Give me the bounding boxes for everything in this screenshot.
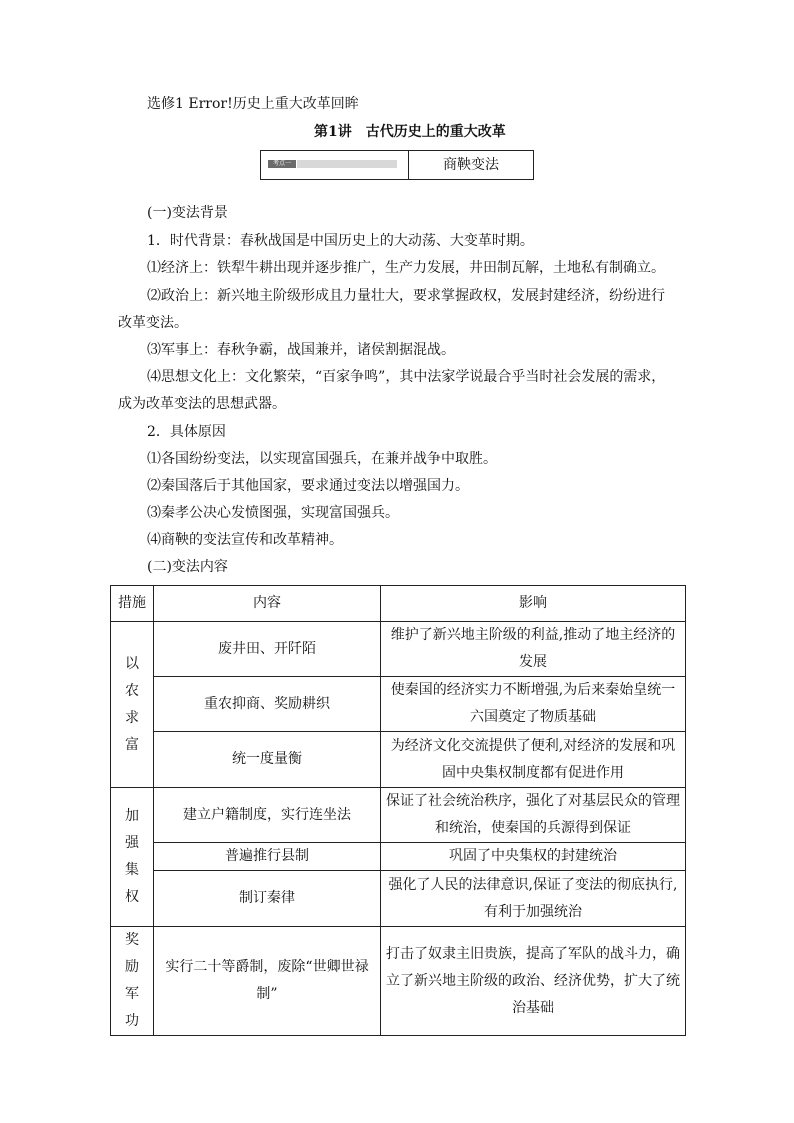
knowledge-point-badge: 考点一 <box>268 160 296 168</box>
row-impact: 为经济文化交流提供了便利,对经济的发展和巩固中央集权制度都有促进作用 <box>381 732 686 788</box>
table-row <box>111 871 686 927</box>
lesson-title: 第1讲 古代历史上的重大改革 <box>314 124 506 140</box>
table-row <box>111 732 686 788</box>
reform-content-table <box>110 585 686 1036</box>
badge-bar-decoration <box>297 160 397 168</box>
table-row <box>111 843 686 871</box>
row-impact: 巩固了中央集权的封建统治 <box>381 843 686 871</box>
row-impact: 保证了社会统治秩序，强化了对基层民众的管理和统治，使秦国的兵源得到保证 <box>381 788 686 843</box>
table-row <box>111 622 686 677</box>
reason-3: ⑶秦孝公决心发愤图强，实现富国强兵。 <box>147 505 399 521</box>
table-row <box>111 677 686 732</box>
knowledge-point-topic: 商鞅变法 <box>443 157 499 173</box>
group-label-agriculture: 以农求富 <box>111 622 154 788</box>
row-impact: 强化了人民的法律意识,保证了变法的彻底执行,有利于加强统治 <box>381 871 686 927</box>
item-culture-line1: ⑷思想文化上：文化繁荣，“百家争鸣”，其中法家学说最合乎当时社会发展的需求， <box>147 369 666 385</box>
table-header-row <box>111 586 686 622</box>
item-culture-line2: 成为改革变法的思想武器。 <box>118 396 286 412</box>
row-content: 实行二十等爵制，废除“世卿世禄制” <box>154 927 381 1036</box>
group-label-military-merit: 奖励军功 <box>111 927 154 1036</box>
header-content: 内容 <box>154 586 381 622</box>
reason-2: ⑵秦国落后于其他国家，要求通过变法以增强国力。 <box>147 478 469 494</box>
header-impact: 影响 <box>381 586 686 622</box>
row-impact: 打击了奴隶主旧贵族，提高了军队的战斗力，确立了新兴地主阶级的政治、经济优势，扩大了统治基础 <box>381 927 686 1036</box>
table-row <box>111 788 686 843</box>
row-impact: 维护了新兴地主阶级的利益,推动了地主经济的发展 <box>381 622 686 677</box>
reason-4: ⑷商鞅的变法宣传和改革精神。 <box>147 532 343 548</box>
item-military: ⑶军事上：春秋争霸，战国兼并，诸侯割据混战。 <box>147 342 455 358</box>
row-content: 统一度量衡 <box>154 732 381 788</box>
row-content: 重农抑商、奖励耕织 <box>154 677 381 732</box>
group-label-centralization: 加强集权 <box>111 788 154 927</box>
item-politics-line2: 改革变法。 <box>118 315 188 331</box>
table-row <box>111 927 686 1036</box>
section-heading-background: (一)变法背景 <box>147 205 228 221</box>
row-content: 废井田、开阡陌 <box>154 622 381 677</box>
knowledge-point-label-cell <box>261 151 409 179</box>
section-heading-content: (二)变法内容 <box>147 559 228 575</box>
knowledge-point-box <box>260 150 534 180</box>
reason-1: ⑴各国纷纷变法，以实现富国强兵，在兼并战争中取胜。 <box>147 451 497 467</box>
item-economy: ⑴经济上：铁犁牛耕出现并逐步推广，生产力发展，井田制瓦解，土地私有制确立。 <box>147 260 665 276</box>
row-impact: 使秦国的经济实力不断增强,为后来秦始皇统一六国奠定了物质基础 <box>381 677 686 732</box>
series-title: 选修1 Error!历史上重大改革回眸 <box>147 96 359 112</box>
item-specific-reasons: 2．具体原因 <box>147 424 226 440</box>
item-politics-line1: ⑵政治上：新兴地主阶级形成且力量壮大，要求掌握政权，发展封建经济，纷纷进行 <box>147 288 665 304</box>
header-measure: 措施 <box>111 586 154 622</box>
item-era-background: 1．时代背景：春秋战国是中国历史上的大动荡、大变革时期。 <box>147 233 534 249</box>
row-content: 普遍推行县制 <box>154 843 381 871</box>
row-content: 建立户籍制度，实行连坐法 <box>154 788 381 843</box>
row-content: 制订秦律 <box>154 871 381 927</box>
